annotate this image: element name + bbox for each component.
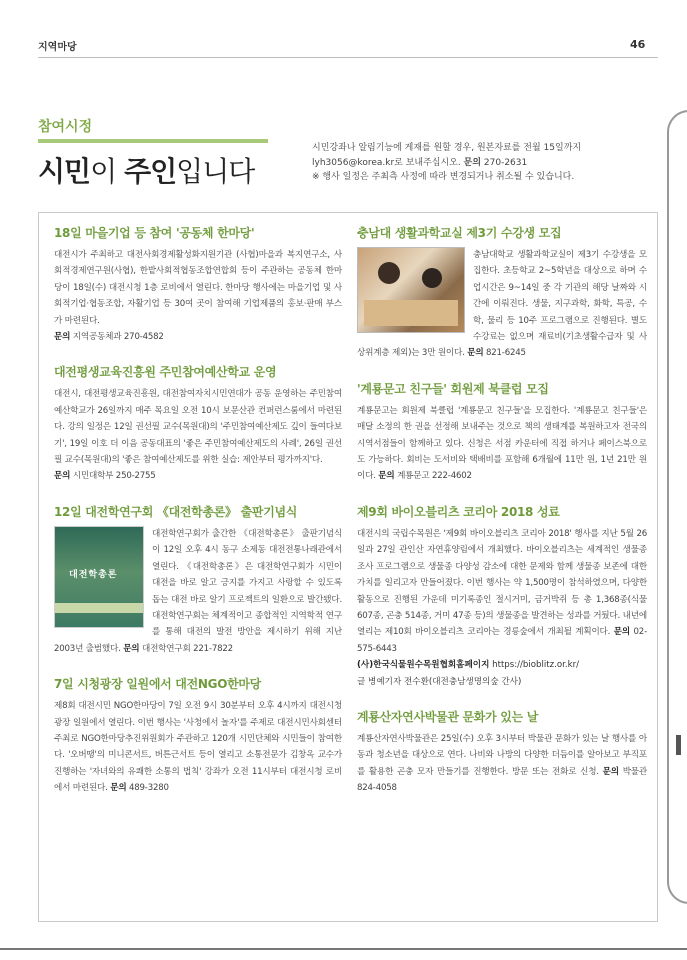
article-body: 제8회 대전시민 NGO한마당이 7일 오전 9시 30분부터 오후 4시까지 대전시청광장 일원에서 열린다. 이번 행사는 '사청에서 놀자'를 주제로 대전시민사회센터 주최로 NGO한마당추진위원회가 주관하고 120개 시민단체와 시민들이 참여한다. '오버땡'의 미니콘서트, 버튼근서트 등이 열리고 소통전문가 김창옥 교수가 진행하는 '자녀와의 유쾌한 소통의 법칙' 강좌가 오전 11시부터 대전시청 로비에서 마련된다. 문의 489-3280 <box>54 701 342 794</box>
article <box>357 503 647 690</box>
article-body: 대전시, 대전평생교육진흥원, 대전참여자치시민연대가 공동 운영하는 주민참여예산학교가 26일까지 매주 목요일 오전 10시 보문산관 컨퍼런스룸에서 마련된다. 강의 일정은 12일 권선필 교수(목원대)의 '주민참여예산제도 깊이 들여다보기', 19일 이호 더 이음 공동대표의 '좋은 주민참여예산제도의 사례', 26일 권선필 교수(목원대)의 '좋은 참여예산제도를 위한 실습: 제안부터 평가까지'다. 문의 시민대학부 250-2755 <box>54 389 342 482</box>
article-title: 제9회 바이오블리츠 코리아 2018 성료 <box>357 504 560 519</box>
homepage-link[interactable]: (사)한국식물원수목원협회홈페이지 https://bioblitz.or.kr/ <box>357 660 580 671</box>
article-body: 충남대학교 생활과학교실이 제3기 수강생을 모집한다. 초등학교 2~5학년을 대상으로 하며 수업시간은 9~14일 중 각 기관의 해당 날짜와 시간에 이뤄진다. 생물, 지구과학, 화학, 특공, 수학, 물리 등 10주 프로그램으로 진행된다. 별도 수강료는 없으며 재료비(기초생활수급자 및 사상위계층 제외)는 3만 원이다. 문의 821-6245 <box>357 250 647 359</box>
article-title: 18일 마을기업 등 참여 '공동체 한마당' <box>54 226 255 240</box>
category-label: 참여시정 <box>38 119 93 135</box>
article-body: 대전학연구회가 출간한 《대전학총론》 출판기념식이 12일 오후 4시 동구 소제동 대전전통나래관에서 열린다. 《대전학총론》은 대전학연구회가 시민이 대전을 바로 알고 긍지를 가지고 사랑할 수 있도록 돕는 대전 바로 알기 프로젝트의 일환으로 발간됐다. 대전학연구회는 체계적이고 종합적인 지역학적 연구를 통해 대전의 발전 방안을 제시하기 위해 지난 2003년 출범했다. 문의 대전학연구회 221-7822 <box>54 528 342 654</box>
article <box>54 503 342 657</box>
article-title: 충남대 생활과학교실 제3기 수강생 모집 <box>357 226 562 240</box>
article-title: 12일 대전학연구회 《대전학총론》 출판기념식 <box>54 504 298 519</box>
article-title: 7일 시청광장 일원에서 대전NGO한마당 <box>54 677 261 692</box>
intro-phone-label: 문의 <box>463 157 482 168</box>
article-body: 대전시의 국립수목원은 '제9회 바이오블리츠 코리아 2018' 행사를 지난 5월 26일과 27일 관인산 자연휴양림에서 개최했다. 바이오블리츠는 세계적인 생물종 조사 프로그램으로 생물종 다양성 감소에 대한 문제와 함께 생물종 보존에 대한 가치를 일리고자 만들어졌다. 이번 행사는 약 1,500명이 참석하였으며, 다양한 활동으로 진행된 가운데 미기록종인 절시거미, 금거박쥐 등 총 1,368종(식물 607종, 곤충 514종, 거미 47종 등)의 생물종을 발견하는 성과를 거뒀다. 내년에 열리는 제10회 바이오블리츠 코리아는 경릉숲에서 개최될 계획이다. 문의 02-575-6443 <box>357 528 647 654</box>
article <box>357 224 647 362</box>
intro-text <box>312 141 662 185</box>
title-part-3: 주인 <box>124 155 177 188</box>
article <box>357 708 647 797</box>
photo-credit: 글 병예기자 전수환(대전충남생명의숲 간사) <box>357 676 522 687</box>
intro-body: 시민강좌나 알림기능에 게재를 원할 경우, 원본자료를 전월 15일까지 lyh3056@korea.kr로 보내주십시오. <box>312 143 582 168</box>
title-part-4: 입니다 <box>176 155 255 188</box>
title-part-1: 시민 <box>38 155 91 188</box>
bottom-divider <box>0 948 687 950</box>
intro-phone: 270-2631 <box>483 157 528 168</box>
article <box>54 363 342 484</box>
scrollbar-thumb[interactable] <box>676 735 681 755</box>
article-body: 계룡문고는 회원제 북클럽 '계룡문고 친구들'을 모집한다. '계룡문고 친구들'은 매달 소정의 한 권을 선정해 보내주는 것으로 책의 생태계를 복원하고자 전국의 시역서점들이 함께하고 있다. 신청은 서점 카운터에 직접 하거나 페이스북으로도 가능하다. 회비는 도서비와 택배비를 포함해 6개월에 11만 원, 1년 21만 원이다. 문의 계룡문고 222-4602 <box>357 405 647 482</box>
section-label: 지역마당 <box>38 42 77 53</box>
page-edge-curve <box>667 110 687 904</box>
article-title: 계룡산자연사박물관 문화가 있는 날 <box>357 709 539 724</box>
article <box>357 380 647 485</box>
page-title <box>38 150 254 190</box>
article <box>54 224 342 345</box>
left-column <box>54 224 342 815</box>
article-title: '계룡문고 친구들' 회원제 북클럽 모집 <box>357 381 549 396</box>
article-body: 대전시가 주최하고 대전사회경제활성화지원기관 (사협)마을과 복지연구소, 사회적경제연구원(사협), 한밭사회적협동조합연합회 등이 주관하는 공동체 한마당이 18일(수) 대전시청 1층 로비에서 열린다. 한마당 행사에는 마을기업 및 사회적기업·협동조합, 자활기업 등 30여 곳이 참여해 기업제품의 홍보·판매 부스가 마련된다. 문의 지역공동체과 270-4582 <box>54 250 342 343</box>
intro-note: ※ 행사 일정은 주최측 사정에 따라 변경되거나 취소될 수 있습니다. <box>312 172 575 182</box>
page-number: 46 <box>630 38 646 51</box>
article-title: 대전평생교육진흥원 주민참여예산학교 운영 <box>54 365 277 380</box>
top-divider <box>38 57 658 58</box>
book-cover-title: 대전학총론 <box>69 569 118 580</box>
category-bar <box>38 139 268 143</box>
right-column <box>357 224 647 815</box>
science-class-photo <box>357 247 465 333</box>
title-part-2: 이 <box>90 155 125 188</box>
book-cover-image <box>54 526 144 628</box>
article <box>54 675 342 796</box>
article-body: 계룡산자연사박물관은 25일(수) 오후 3시부터 박물관 문화가 있는 날 행사를 아동과 청소년을 대상으로 연다. 나비와 나방의 다양한 더듬이를 알아보고 부직포를 활용한 곤충 모자 만들기를 진행한다. 방문 또는 전화로 신청. 문의 박물관 824-4058 <box>357 733 647 794</box>
